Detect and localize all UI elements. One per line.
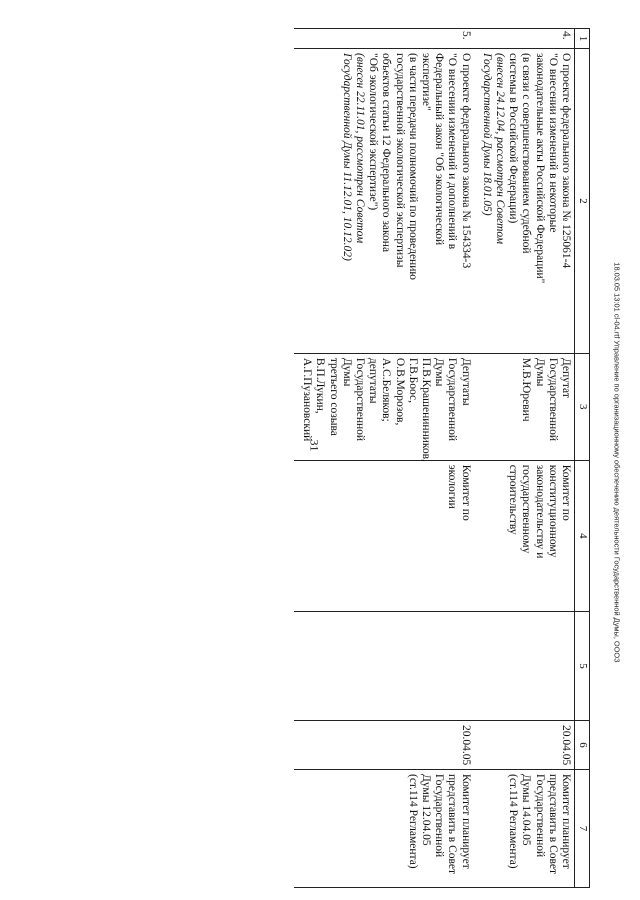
date-cell: 20.04.05: [294, 721, 474, 770]
plan-line: представить в Совет: [446, 774, 459, 875]
author-line: депутаты: [367, 357, 380, 404]
empty-cell: [294, 612, 474, 721]
committee-line: экологии: [446, 464, 459, 509]
committee-line: Комитет по: [560, 464, 572, 521]
bill-note-line: Государственной Думы 18.01.05): [480, 53, 493, 216]
bill-title-line: "Об экологической экспертизе"): [367, 53, 380, 211]
bill-note-line: (внесен 22.11.01, рассмотрен Советом: [353, 53, 366, 244]
bill-title-line: системы в Российской Федерации): [507, 53, 520, 224]
plan-line: Комитет планирует: [560, 774, 572, 869]
header-col-2: 2: [575, 49, 590, 354]
author-line: Государственной: [353, 357, 366, 442]
author-line: Депутат: [560, 357, 572, 398]
bills-table: [294, 28, 590, 888]
bill-title-line: О проекте федерального закона № 154334-3: [459, 53, 472, 269]
author-line: Государственной: [446, 357, 459, 442]
author-line: Депутаты: [459, 357, 472, 406]
footer-text: 18.03.05 13:01 cl-04.rtf Управление по организационному обеспечению деятельности Государственной Думы, ОООЗ: [612, 262, 622, 663]
author-line: Думы: [533, 357, 546, 387]
plan-line: Государственной: [533, 774, 546, 858]
committee-cell: [474, 460, 575, 611]
date-cell: 20.04.05: [474, 721, 575, 770]
author-line: О.В.Морозов,: [393, 357, 406, 426]
empty-cell: [474, 612, 575, 721]
bill-title-line: (в части передачи полномочий по проведению: [406, 53, 419, 280]
row-number-cell: 5.: [294, 29, 474, 49]
bill-note-line: Государственной Думы 11.12.01, 10.12.02): [340, 53, 353, 261]
author-line: А.Г.Пузановский: [301, 357, 314, 442]
header-col-3: 3: [575, 353, 590, 460]
row-number-cell: 4.: [474, 29, 575, 49]
table-row: [474, 29, 575, 888]
author-line: Государственной: [546, 357, 559, 442]
bill-title-cell: [294, 49, 474, 354]
bill-title-line: экспертизе": [419, 53, 432, 111]
header-col-1: 1: [575, 29, 590, 49]
plan-cell: [294, 770, 474, 888]
bill-note-line: (внесен 24.12.04, рассмотрен Советом: [493, 53, 506, 245]
committee-line: строительству: [507, 464, 520, 535]
header-col-5: 5: [575, 612, 590, 721]
bill-title-line: О проекте федерального закона № 125061-4: [560, 53, 572, 269]
committee-line: государственному: [520, 464, 533, 554]
bill-title-line: объектов статьи 12 Федерального закона: [380, 53, 393, 253]
author-line: А.С.Беляков;: [380, 357, 393, 422]
rotated-table-container: [50, 28, 590, 888]
plan-line: Думы 12.04.05: [419, 774, 432, 846]
bill-title-cell: [474, 49, 575, 354]
header-row: [575, 29, 590, 888]
author-line: третьего созыва: [327, 357, 340, 436]
bill-title-line: государственной экологической экспертизы: [393, 53, 406, 268]
committee-cell: [294, 460, 474, 611]
table-row: [294, 29, 474, 888]
author-line: М.В.Юревич: [520, 357, 533, 422]
plan-cell: [474, 770, 575, 888]
author-line: Думы: [340, 357, 353, 387]
bill-title-line: (в связи с совершенствованием судебной: [520, 53, 533, 254]
committee-line: законодательству и: [533, 464, 546, 559]
plan-line: Думы 14.04.05: [520, 774, 533, 846]
committee-line: Комитет по: [459, 464, 472, 521]
authors-cell: [474, 353, 575, 460]
authors-cell: [294, 353, 474, 460]
plan-line: Комитет планирует: [459, 774, 472, 869]
bill-title-line: законодательные акты Российской Федерации": [533, 53, 546, 284]
bill-title-line: "О внесении изменений и дополнений в: [446, 53, 459, 250]
bill-title-line: "О внесении изменений в некоторые: [546, 53, 559, 233]
author-line: П.В.Крашенинников,: [419, 357, 432, 462]
plan-line: представить в Совет: [546, 774, 559, 875]
committee-line: конституционному: [546, 464, 559, 558]
plan-line: Государственной: [433, 774, 446, 858]
author-line: В.П.Лукин,: [314, 357, 327, 414]
author-line: Г.В.Боос,: [406, 357, 419, 404]
header-col-6: 6: [575, 721, 590, 770]
bill-title-line: Федеральный закон "Об экологической: [433, 53, 446, 246]
author-line: Думы: [433, 357, 446, 387]
plan-line: (ст.114 Регламента): [507, 774, 520, 869]
page-number: 31: [307, 439, 322, 452]
header-col-7: 7: [575, 770, 590, 888]
plan-line: (ст.114 Регламента): [406, 774, 419, 869]
header-col-4: 4: [575, 460, 590, 611]
